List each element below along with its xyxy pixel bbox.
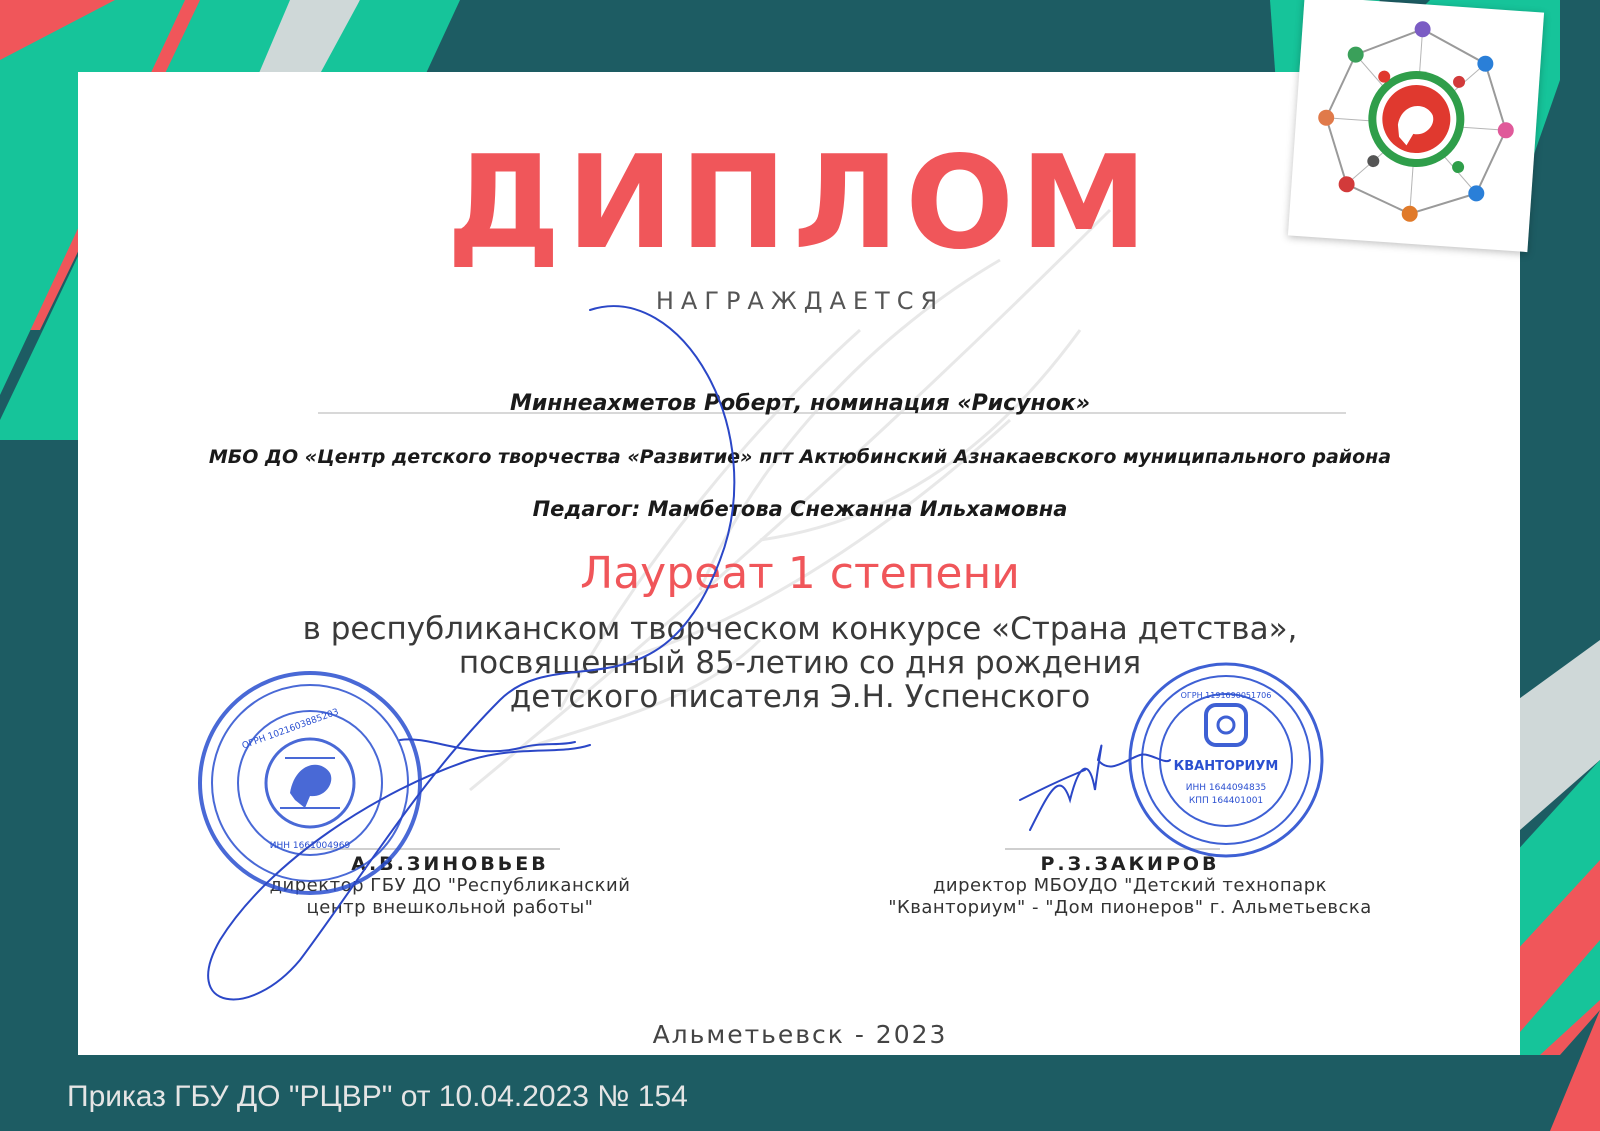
microscope-icon [1452,161,1465,174]
laureate-degree: Лауреат 1 степени [580,548,1020,599]
camera-icon [1401,205,1418,222]
recipient-name: Миннеахметов Роберт, номинация «Рисунок» [509,391,1091,416]
signatory-position-line: центр внешкольной работы" [306,897,594,918]
signatory-position-line: директор ГБУ ДО "Республиканский [269,875,631,896]
organization-seal-left [195,668,425,898]
seal-inn: ИНН 1644094835 [1185,783,1267,793]
city-year: Альметьевск - 2023 [652,1020,948,1049]
tatarstan-emblem [1288,0,1544,252]
seal-brand: КВАНТОРИУМ [1173,759,1279,774]
contest-line-3: детского писателя Э.Н. Успенского [509,679,1091,715]
signature-block-right [820,853,1440,919]
emblem-frame [1288,0,1544,252]
organization-name: МБО ДО «Центр детского творчества «Развитие» пгт Актюбинский Азнакаевского муниципального района [208,446,1392,468]
seal-inn: ИНН 1661004969 [269,841,351,851]
awarded-label: НАГРАЖДАЕТСЯ [655,287,945,315]
signatory-position-line: "Кванториум" - "Дом пионеров" г. Альметьевска [888,897,1372,918]
seal-kpp: КПП 164401001 [1188,796,1264,806]
organization-seal-right [1126,660,1326,860]
palette-icon [1347,46,1364,63]
signatory-name: А.В.ЗИНОВЬЕВ [351,853,549,875]
plane-icon [1468,185,1485,202]
seal-ogrn: ОГРН 1021603885203 [240,707,341,752]
seal-ogrn: ОГРН 1191690051706 [1180,691,1272,700]
ball-icon [1414,21,1431,38]
book-icon [1497,122,1514,139]
flag-icon [1338,176,1355,193]
signatory-name: Р.З.ЗАКИРОВ [1040,853,1220,875]
contest-line-1: в республиканском творческом конкурсе «Страна детства», [302,611,1298,647]
order-reference: Приказ ГБУ ДО "РЦВР" от 10.04.2023 № 154 [67,1080,688,1113]
contest-line-2: посвященный 85-летию со дня рождения [458,645,1142,681]
signatory-position-line: директор МБОУДО "Детский технопарк [932,875,1327,896]
diploma-title: ДИПЛОМ [446,129,1154,278]
teacher-name: Педагог: Мамбетова Снежанна Ильхамовна [532,497,1068,521]
computer-icon [1477,55,1494,72]
rocket-icon [1453,75,1466,88]
globe-icon [1318,109,1335,126]
